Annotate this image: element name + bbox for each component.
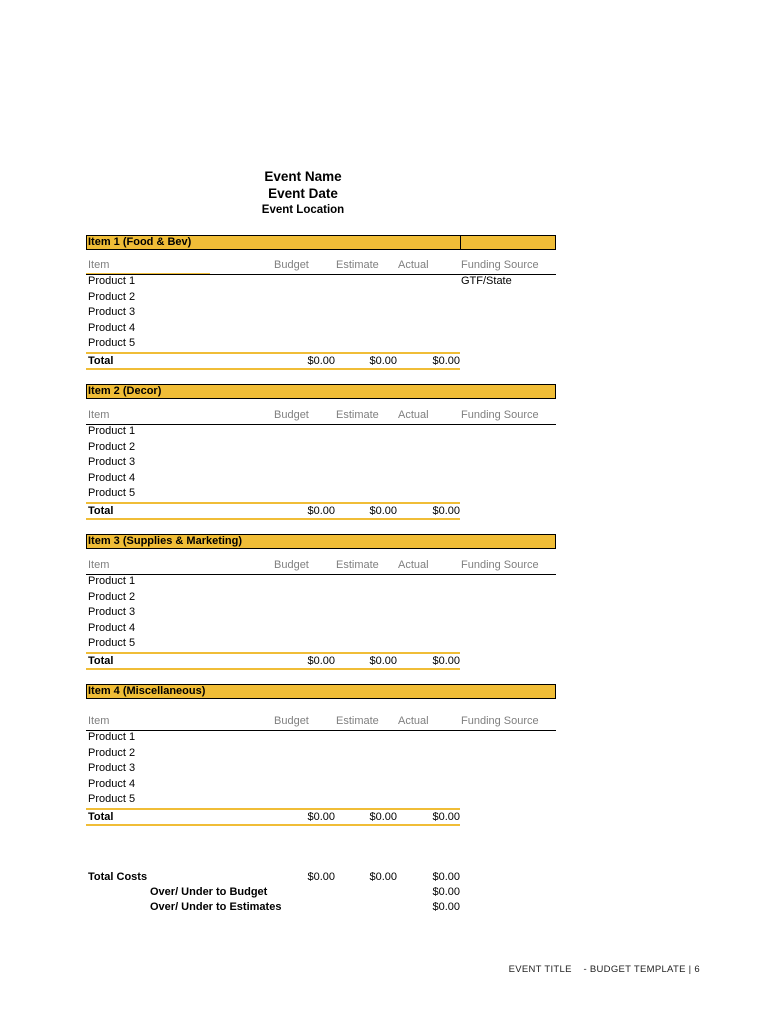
total-actual: $0.00 [432,810,460,823]
table-row[interactable] [86,792,556,808]
col-budget: Budget [274,715,309,727]
table-row[interactable] [86,636,556,652]
table-row[interactable] [86,440,556,456]
over-under-estimates-value: $0.00 [432,901,460,913]
product-name: Product 3 [88,606,136,618]
budget-section-1 [86,235,556,369]
section-title: Item 1 (Food & Bev) [88,236,192,248]
product-name: Product 1 [88,275,136,287]
section-title-band [86,235,556,250]
product-name: Product 2 [88,746,136,759]
col-estimate: Estimate [336,259,379,271]
product-name: Product 2 [88,290,136,303]
total-bottom-rule [86,518,460,520]
table-row[interactable] [86,455,556,471]
total-label: Total [88,354,114,367]
event-location: Event Location [261,204,345,216]
total-bottom-rule [86,668,460,670]
total-top-rule [86,652,460,654]
product-name: Product 3 [88,762,136,774]
col-funding-source: Funding Source [461,259,539,271]
product-name: Product 5 [88,487,136,499]
total-estimate: $0.00 [369,810,397,823]
section-title: Item 2 (Decor) [88,385,162,397]
column-headers [86,713,556,730]
total-costs-budget: $0.00 [307,871,335,883]
column-headers [86,557,556,574]
col-actual: Actual [398,409,429,421]
table-row[interactable] [86,290,556,306]
product-name: Product 1 [88,731,136,743]
product-name: Product 5 [88,793,136,805]
col-estimate: Estimate [336,559,379,571]
col-funding-source: Funding Source [461,715,539,727]
budget-section-2 [86,384,556,519]
table-row[interactable] [86,424,556,440]
total-budget: $0.00 [307,810,335,823]
total-top-rule [86,808,460,810]
product-name: Product 1 [88,425,136,437]
product-name: Product 2 [88,440,136,453]
total-row [86,652,556,669]
product-name: Product 1 [88,575,136,587]
over-under-estimates-label: Over/ Under to Estimates [150,901,282,913]
event-date: Event Date [268,186,338,201]
total-actual: $0.00 [432,354,460,367]
product-name: Product 3 [88,456,136,468]
col-estimate: Estimate [336,409,379,421]
total-row [86,352,556,369]
product-name: Product 4 [88,471,136,484]
col-item: Item [88,559,110,571]
table-row[interactable] [86,761,556,777]
col-actual: Actual [398,715,429,727]
total-row [86,808,556,825]
table-row[interactable] [86,621,556,637]
product-list [86,424,556,502]
table-row[interactable] [86,590,556,606]
table-row[interactable] [86,574,556,590]
table-row[interactable] [86,471,556,487]
total-top-rule [86,352,460,354]
total-budget: $0.00 [307,654,335,667]
product-name: Product 4 [88,621,136,634]
col-actual: Actual [398,259,429,271]
table-row[interactable] [86,274,556,290]
table-row[interactable] [86,746,556,762]
total-budget: $0.00 [307,354,335,367]
page-footer [509,964,700,975]
col-budget: Budget [274,259,309,271]
total-costs-row [86,871,556,886]
section-title: Item 3 (Supplies & Marketing) [88,535,243,547]
product-list [86,730,556,808]
footer-text: EVENT TITLE - BUDGET TEMPLATE [508,964,686,975]
cost-summary [86,871,556,916]
product-name: Product 5 [88,337,136,349]
col-item: Item [88,259,110,271]
product-name: Product 4 [88,321,136,334]
budget-section-3 [86,534,556,669]
over-under-budget-row [86,886,556,901]
table-row[interactable] [86,777,556,793]
product-name: Product 5 [88,637,136,649]
total-estimate: $0.00 [369,354,397,367]
total-actual: $0.00 [432,654,460,667]
budget-section-4 [86,684,556,825]
section-title-band [86,684,556,699]
total-label: Total [88,504,114,517]
column-headers [86,407,556,424]
funding-source-value: GTF/State [461,275,512,287]
over-under-budget-value: $0.00 [432,886,460,898]
total-row [86,502,556,519]
event-name: Event Name [264,169,342,184]
section-title-band [86,384,556,399]
total-bottom-rule [86,368,460,370]
section-title: Item 4 (Miscellaneous) [88,685,206,697]
product-name: Product 4 [88,777,136,790]
page-number: 6 [694,964,700,975]
col-estimate: Estimate [336,715,379,727]
table-row[interactable] [86,336,556,352]
col-funding-source: Funding Source [461,559,539,571]
col-funding-source: Funding Source [461,409,539,421]
total-costs-estimate: $0.00 [369,871,397,883]
total-label: Total [88,810,114,823]
total-estimate: $0.00 [369,504,397,517]
product-list [86,574,556,652]
table-row[interactable] [86,321,556,337]
total-top-rule [86,502,460,504]
col-budget: Budget [274,409,309,421]
col-actual: Actual [398,559,429,571]
col-item: Item [88,715,110,727]
total-actual: $0.00 [432,504,460,517]
product-list [86,274,556,352]
table-row[interactable] [86,486,556,502]
table-row[interactable] [86,605,556,621]
product-name: Product 2 [88,590,136,603]
section-title-band [86,534,556,549]
total-costs-label: Total Costs [88,871,148,883]
total-estimate: $0.00 [369,654,397,667]
footer-separator: | [688,964,692,975]
band-divider [460,236,461,249]
product-name: Product 3 [88,306,136,318]
total-label: Total [88,654,114,667]
column-headers [86,257,556,274]
table-row[interactable] [86,730,556,746]
total-bottom-rule [86,824,460,826]
over-under-estimates-row [86,901,556,916]
total-costs-actual: $0.00 [432,871,460,883]
col-item: Item [88,409,110,421]
table-row[interactable] [86,305,556,321]
col-budget: Budget [274,559,309,571]
over-under-budget-label: Over/ Under to Budget [150,886,268,898]
total-budget: $0.00 [307,504,335,517]
